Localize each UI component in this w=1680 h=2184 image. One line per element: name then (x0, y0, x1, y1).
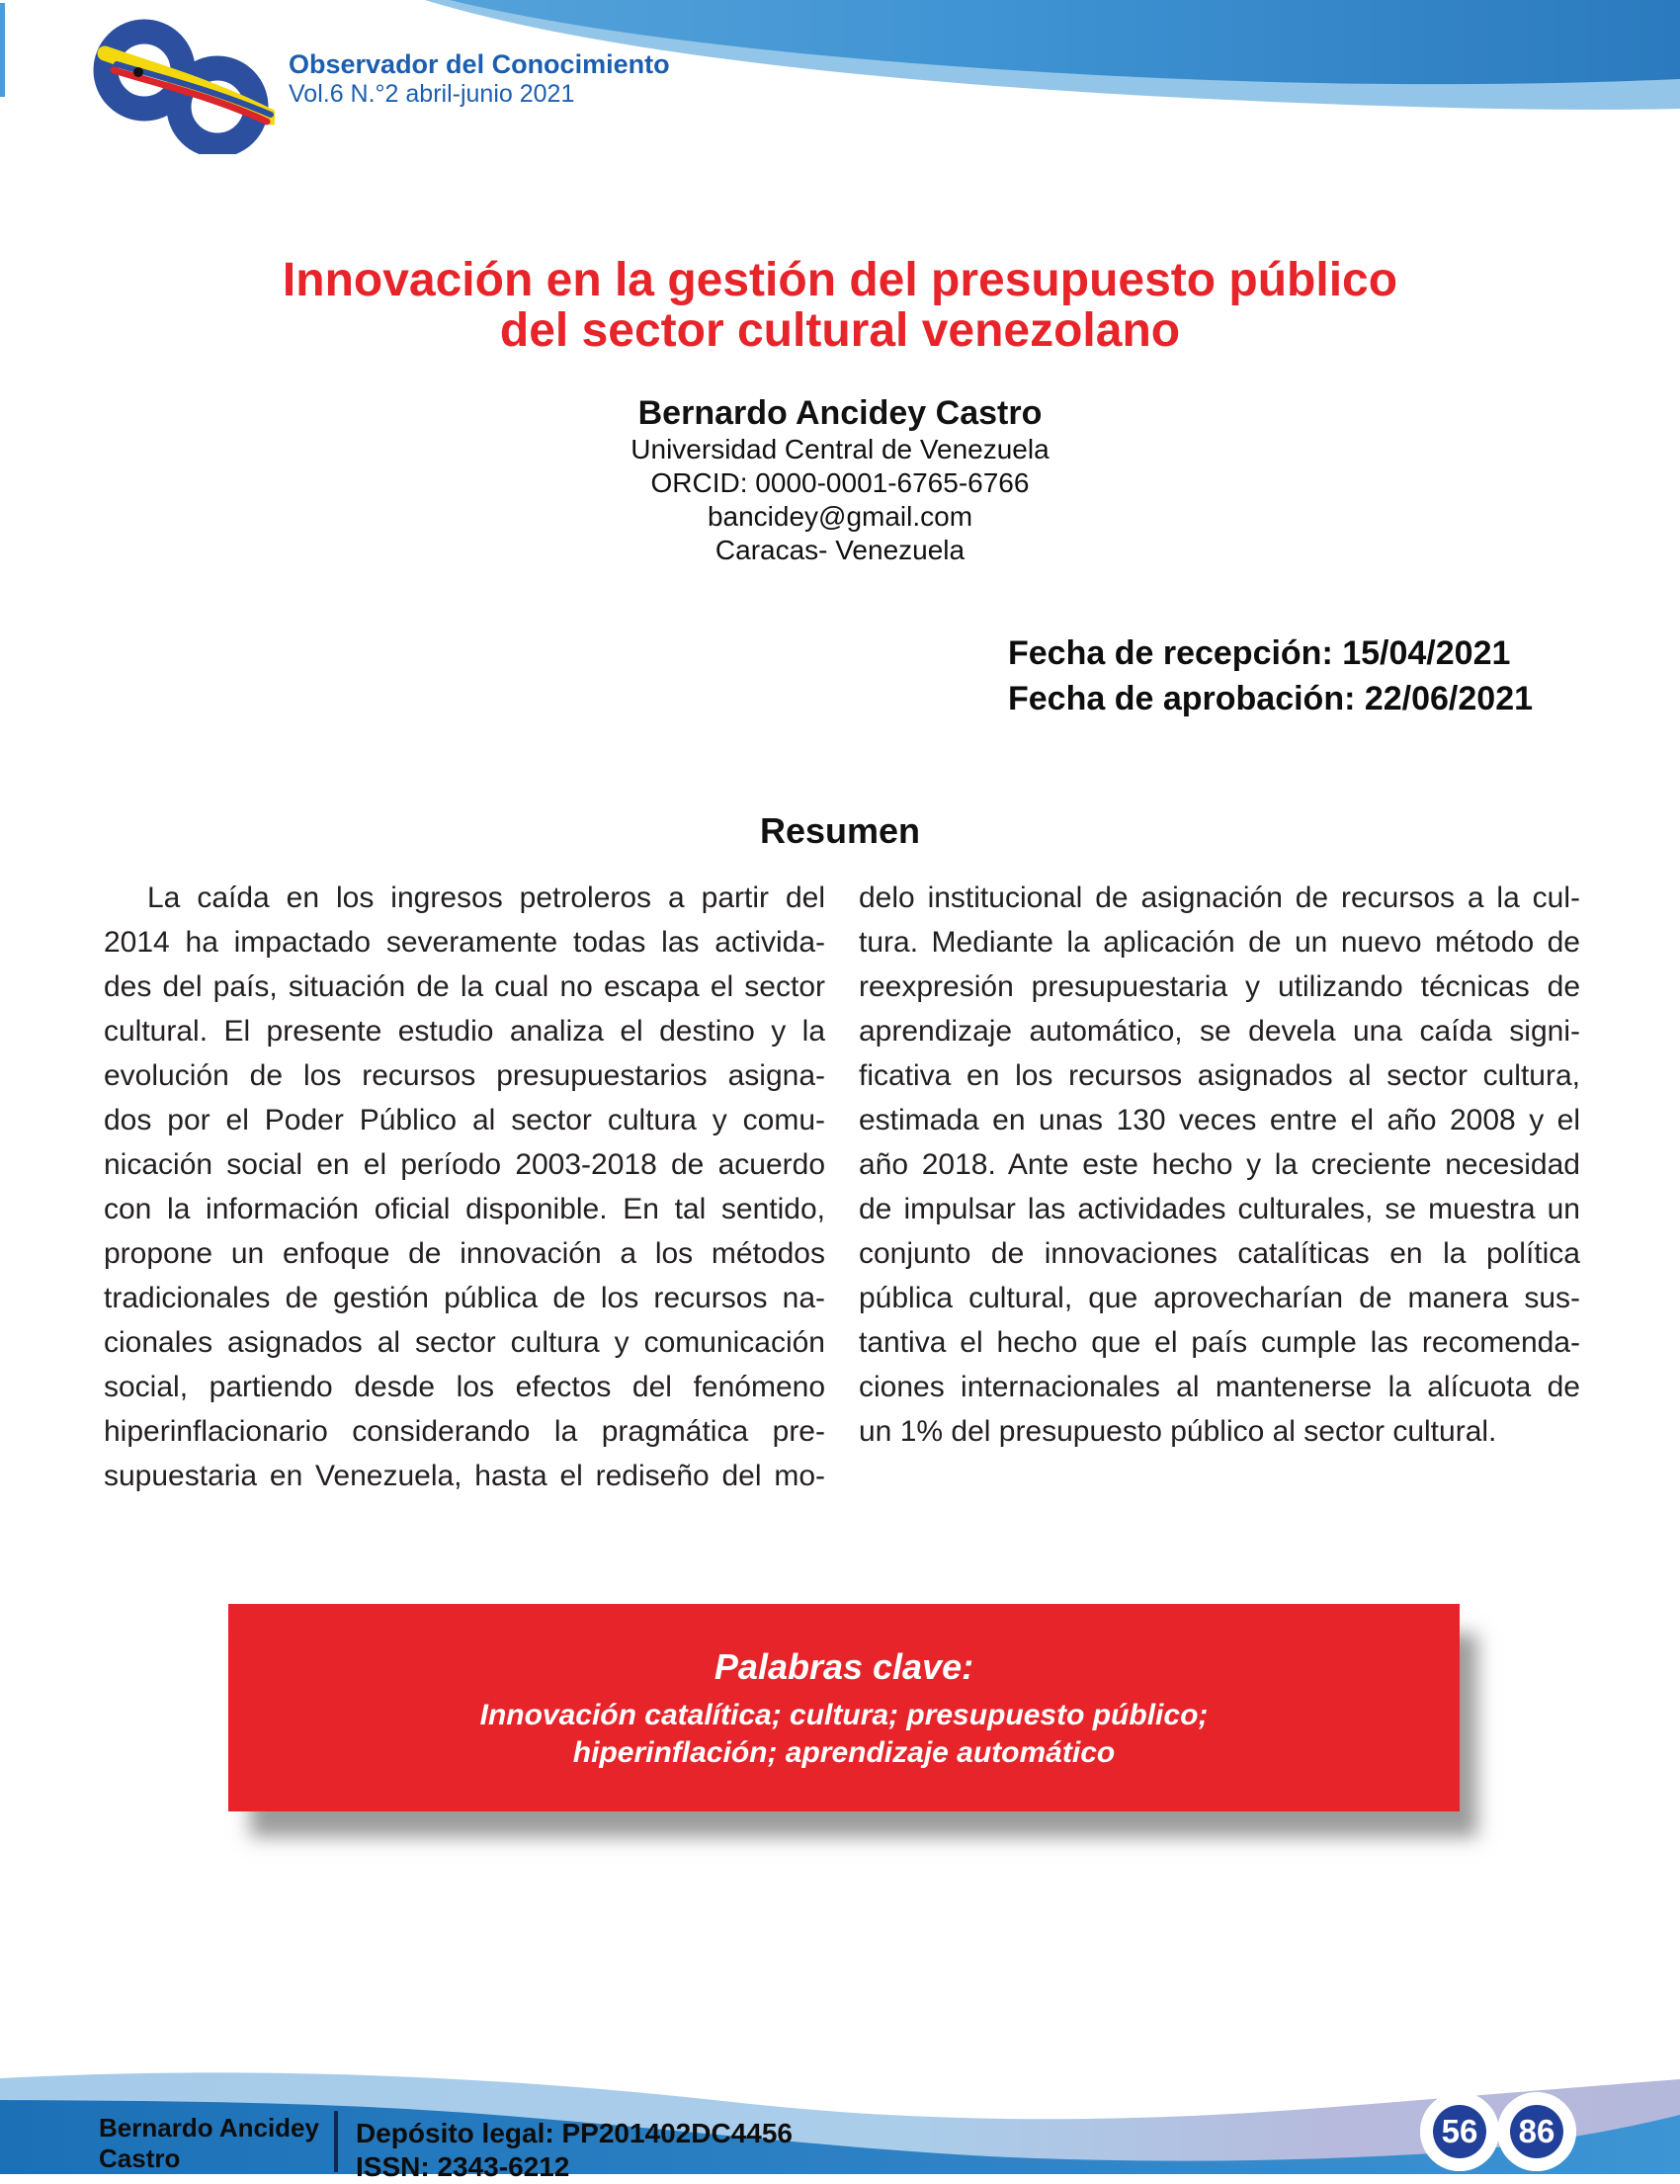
abstract-line: conjunto de innovaciones catalíticas en la política (859, 1237, 1580, 1270)
abstract-line: propone un enfoque de innovación a los métodos (104, 1237, 825, 1270)
abstract-line: La caída en los ingresos petroleros a partir del (147, 882, 825, 914)
abstract-line: tura. Mediante la aplicación de un nuevo método de (859, 926, 1580, 959)
footer-issn: ISSN: 2343-6212 (356, 2151, 570, 2182)
footer-author-line2: Castro (99, 2143, 181, 2173)
abstract-line: año 2018. Ante este hecho y la creciente necesidad (859, 1148, 1580, 1181)
keywords-line2: hiperinflación; aprendizaje automático (572, 1736, 1116, 1769)
abstract-line: cultural. El presente estudio analiza el destino y la (104, 1015, 825, 1048)
abstract-line: un 1% del presupuesto público al sector cultural. (859, 1415, 1497, 1448)
dates-block (1008, 630, 1533, 721)
page-range-dash (1486, 2127, 1510, 2136)
footer-deposit: Depósito legal: PP201402DC4456 (356, 2118, 793, 2148)
abstract-line: evolución de los recursos presupuestarios asigna- (104, 1059, 825, 1092)
author-affiliation: Universidad Central de Venezuela (630, 434, 1050, 464)
abstract-line: nicación social en el período 2003-2018 de acuerdo (104, 1148, 825, 1181)
article-title-line2: del sector cultural venezolano (499, 304, 1181, 357)
keywords-heading: Palabras clave: (714, 1646, 974, 1687)
journal-logo (87, 16, 275, 154)
abstract-line: con la información oficial disponible. En tal sentido, (104, 1193, 825, 1225)
keywords-lines (228, 1697, 1460, 1772)
keywords-line1: Innovación catalítica; cultura; presupuesto público; (479, 1699, 1209, 1731)
abstract-line: social, partiendo desde los efectos del fenómeno (104, 1371, 825, 1403)
abstract-line: des del país, situación de la cual no escapa el sector (104, 970, 825, 1003)
journal-name: Observador del Conocimiento (289, 49, 670, 79)
oc-logo-icon (87, 16, 275, 154)
footer-author-line1: Bernardo Ancidey (99, 2113, 319, 2142)
abstract-line: aprendizaje automático, se devela una caída signi- (859, 1015, 1580, 1048)
abstract-line: hiperinflacionario considerando la pragmática pre- (104, 1415, 825, 1448)
abstract-line: ficativa en los recursos asignados al sector cultura, (859, 1059, 1580, 1092)
reception-date: Fecha de recepción: 15/04/2021 (1008, 634, 1511, 672)
abstract-line: tradicionales de gestión pública de los recursos na- (104, 1282, 825, 1314)
footer-author (99, 2113, 319, 2174)
abstract-left-column (104, 876, 825, 1498)
abstract-line: delo institucional de asignación de recursos a la cul- (859, 882, 1580, 914)
keywords-box (228, 1604, 1460, 1811)
abstract-line: tantiva el hecho que el país cumple las recomenda- (859, 1326, 1580, 1359)
article-title (0, 255, 1680, 356)
author-block (0, 393, 1680, 567)
approval-date: Fecha de aprobación: 22/06/2021 (1008, 680, 1534, 717)
abstract-line: reexpresión presupuestaria y utilizando técnicas de (859, 970, 1580, 1003)
author-location: Caracas- Venezuela (714, 535, 966, 565)
abstract-line: supuestaria en Venezuela, hasta el rediseño del mo- (104, 1460, 825, 1492)
abstract-line: dos por el Poder Público al sector cultura y comu- (104, 1104, 825, 1136)
abstract-line: 2014 ha impactado severamente todas las activida- (104, 926, 825, 959)
page-start-badge: 56 (1433, 2105, 1486, 2158)
author-name: Bernardo Ancidey Castro (637, 394, 1043, 432)
abstract-columns (104, 876, 1580, 1498)
abstract-line: estimada en unas 130 veces entre el año 2008 y el (859, 1104, 1580, 1136)
abstract-line: ciones internacionales al mantenerse la alícuota de (859, 1371, 1580, 1403)
journal-issue: Vol.6 N.°2 abril-junio 2021 (289, 80, 575, 108)
abstract-line: pública cultural, que aprovecharían de manera sus- (859, 1282, 1580, 1314)
abstract-line: de impulsar las actividades culturales, se muestra un (859, 1193, 1580, 1225)
abstract-line: cionales asignados al sector cultura y comunicación (104, 1326, 825, 1359)
masthead (289, 49, 670, 108)
abstract-heading: Resumen (759, 810, 921, 851)
author-orcid: ORCID: 0000-0001-6765-6766 (650, 467, 1030, 498)
footer-divider (334, 2111, 338, 2172)
author-email: bancidey@gmail.com (707, 501, 973, 532)
abstract-right-column (859, 876, 1580, 1498)
page-end-badge: 86 (1510, 2105, 1563, 2158)
header-left-strip (0, 3, 5, 97)
article-title-line1: Innovación en la gestión del presupuesto público (282, 254, 1398, 306)
